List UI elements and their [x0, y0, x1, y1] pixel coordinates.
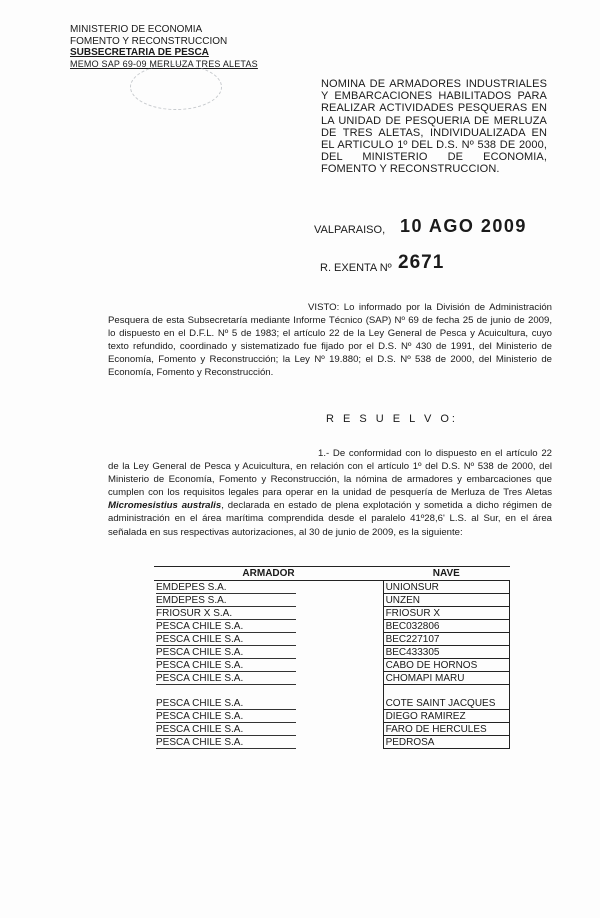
resolution-label: R. EXENTA Nº	[320, 262, 392, 274]
article-1-lead: 1.- De conformidad con lo dispuesto en el artículo 22 de la Ley General de Pesca y Acuicultura, en relación con el artículo 1º del D.S. Nº 538 de 2000, del Ministerio de Economía, Fomento y Reconstrucción, la nómina de armadores y embarcaciones que cumplen con los requisitos legales para operar en la unidad de pesquería de Merluza de Tres Aletas	[108, 448, 552, 499]
letterhead	[70, 24, 270, 70]
armador-name: PESCA CHILE S.A.	[156, 660, 296, 672]
table-row	[154, 672, 510, 685]
armador-cell	[154, 723, 383, 736]
table-row	[154, 581, 510, 594]
armador-name: FRIOSUR X S.A.	[156, 608, 296, 620]
memo-reference: MEMO SAP 69-09 MERLUZA TRES ALETAS	[70, 58, 258, 69]
nave-cell: BEC032806	[383, 620, 509, 633]
nave-cell: FARO DE HERCULES	[383, 723, 509, 736]
armador-name: PESCA CHILE S.A.	[156, 698, 296, 710]
official-stamp-icon	[130, 64, 222, 110]
armador-name: PESCA CHILE S.A.	[156, 737, 296, 749]
armador-name: PESCA CHILE S.A.	[156, 647, 296, 659]
nave-cell: UNZEN	[383, 594, 509, 607]
table-row	[154, 723, 510, 736]
armador-name: PESCA CHILE S.A.	[156, 634, 296, 646]
nave-cell: UNIONSUR	[383, 581, 509, 594]
place-label: VALPARAISO,	[314, 224, 386, 236]
table-row	[154, 620, 510, 633]
armador-name: PESCA CHILE S.A.	[156, 711, 296, 723]
armador-cell	[154, 685, 383, 710]
subsecretaria-line: SUBSECRETARIA DE PESCA	[70, 47, 209, 58]
armador-cell	[154, 659, 383, 672]
header-armador: ARMADOR	[154, 567, 383, 581]
table-row	[154, 710, 510, 723]
armador-cell	[154, 736, 383, 749]
table-row	[154, 646, 510, 659]
ministry-line: MINISTERIO DE ECONOMIA	[70, 24, 203, 35]
nave-cell: BEC227107	[383, 633, 509, 646]
armador-name: EMDEPES S.A.	[156, 582, 296, 594]
nave-cell: PEDROSA	[383, 736, 509, 749]
armador-name: PESCA CHILE S.A.	[156, 673, 296, 685]
nave-cell: COTE SAINT JACQUES	[383, 685, 509, 710]
armador-cell	[154, 710, 383, 723]
article-1-paragraph	[108, 447, 552, 539]
table-row	[154, 607, 510, 620]
table-row	[154, 659, 510, 672]
visto-paragraph	[108, 301, 552, 380]
species-name: Micromesistius australis	[108, 500, 222, 512]
armador-cell	[154, 607, 383, 620]
vessel-table	[154, 566, 510, 749]
visto-text: VISTO: Lo informado por la División de Administración Pesquera de esta Subsecretaría mediante Informe Técnico (SAP) Nº 69 de fecha 25 de junio de 2009, lo dispuesto en el D.F.L. Nº 5 de 1983; el artículo 22 de la Ley General de Pesca y Acuicultura, cuyo texto refundido, coordinado y sistematizado fue fijado por el D.S. Nº 430 de 1991, del Ministerio de Economía, Fomento y Reconstrucción; la Ley Nº 19.880; el D.S. Nº 538 de 2000, del Ministerio de Economía, Fomento y Reconstrucción.	[108, 302, 552, 379]
armador-cell	[154, 633, 383, 646]
nave-cell: FRIOSUR X	[383, 607, 509, 620]
table-row	[154, 685, 510, 710]
table-header-row	[154, 567, 510, 581]
ministry-subline: FOMENTO Y RECONSTRUCCION	[70, 35, 228, 47]
document-title: NOMINA DE ARMADORES INDUSTRIALES Y EMBARCACIONES HABILITADOS PARA REALIZAR ACTIVIDADES PESQUERAS EN LA UNIDAD DE PESQUERIA DE MERLUZA DE TRES ALETAS, INDIVIDUALIZADA EN EL ARTICULO 1º DEL D.S. Nº 538 DE 2000, DEL MINISTERIO DE ECONOMIA, FOMENTO Y RECONSTRUCCION.	[321, 78, 547, 176]
nave-cell: BEC433305	[383, 646, 509, 659]
header-nave: NAVE	[383, 567, 509, 581]
nave-cell: CABO DE HORNOS	[383, 659, 509, 672]
table-row	[154, 736, 510, 749]
resolution-number: 2671	[398, 252, 445, 273]
armador-cell	[154, 594, 383, 607]
date-stamp: 10 AGO 2009	[400, 216, 527, 236]
armador-cell	[154, 581, 383, 594]
nave-cell: CHOMAPI MARU	[383, 672, 509, 685]
armador-cell	[154, 672, 383, 685]
armador-cell	[154, 646, 383, 659]
nave-cell: DIEGO RAMIREZ	[383, 710, 509, 723]
armador-name: EMDEPES S.A.	[156, 595, 296, 607]
table-row	[154, 633, 510, 646]
armador-name: PESCA CHILE S.A.	[156, 724, 296, 736]
article-1-tail: , declarada en estado de plena explotación y sometida a dicho régimen de administración en el área marítima comprendida desde el paralelo 41º28,6' L.S. al Sur, en el área señalada en sus respectivas autorizaciones, al 30 de junio de 2009, es la siguiente:	[108, 500, 552, 538]
armador-name: PESCA CHILE S.A.	[156, 621, 296, 633]
armador-cell	[154, 620, 383, 633]
table-row	[154, 594, 510, 607]
resuelvo-heading: R E S U E L V O:	[326, 413, 458, 425]
